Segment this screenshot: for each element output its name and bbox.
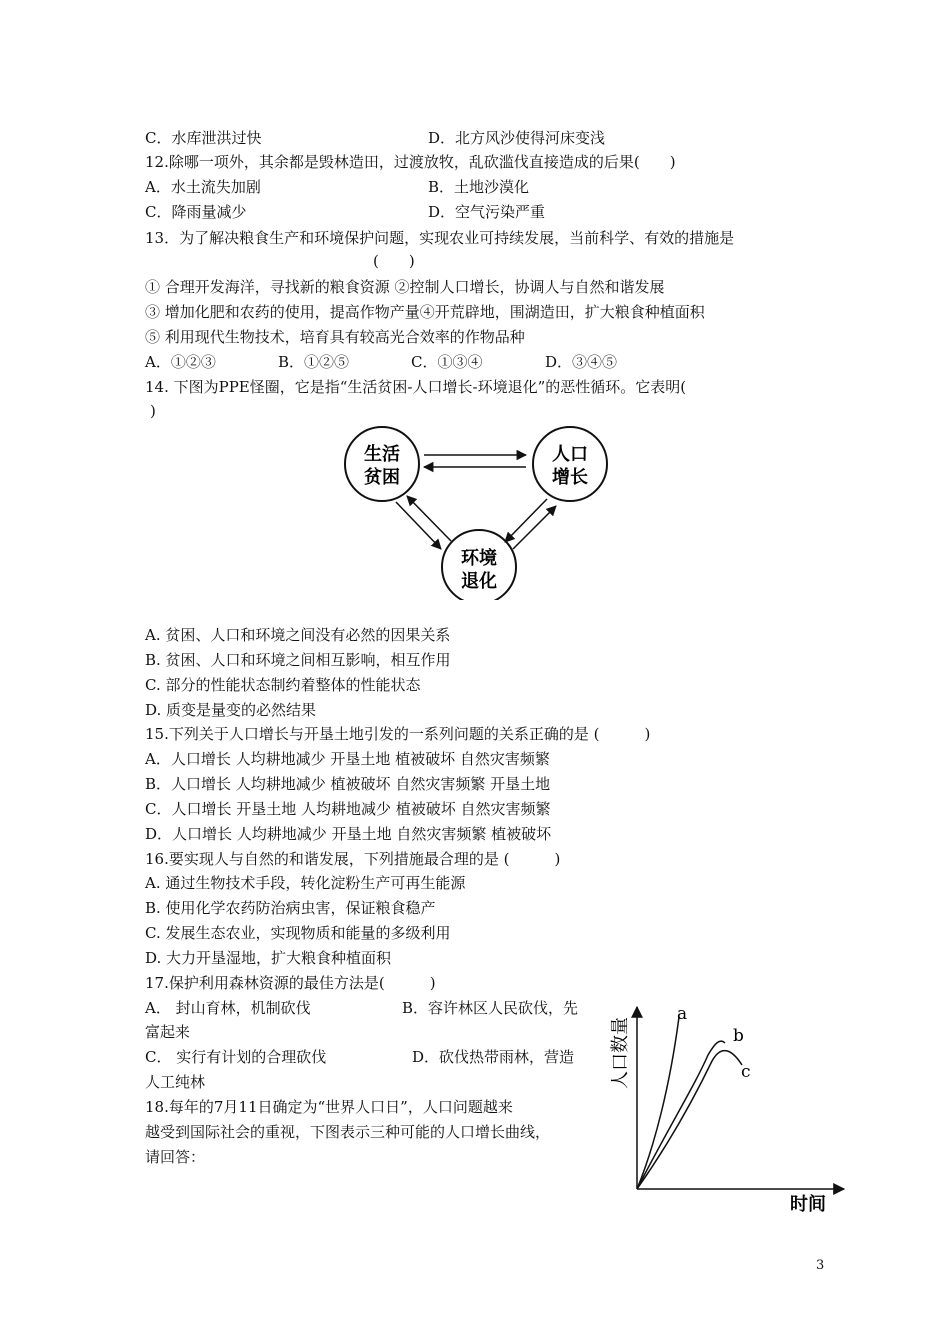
node-environment-line2: 退化 [461, 571, 497, 592]
q13-item-3-4: ③ 增加化肥和农药的使用，提高作物产量④开荒辟地，围湖造田，扩大粮食种植面积 [145, 303, 705, 321]
q16-option-a: A. 通过生物技术手段，转化淀粉生产可再生能源 [145, 874, 466, 892]
q17-option-d: D．砍伐热带雨林，营造 [412, 1048, 575, 1066]
x-axis-label: 时间 [790, 1194, 826, 1215]
q16-option-b: B. 使用化学农药防治病虫害，保证粮食稳产 [145, 899, 436, 917]
node-population-line2: 增长 [552, 467, 588, 488]
q11-option-d: D．北方风沙使得河床变浅 [428, 129, 606, 147]
q17-option-b-cont: 富起来 [145, 1023, 191, 1041]
q13-option-b: B．①②⑤ [278, 353, 350, 371]
q14-stem-end: ) [150, 402, 156, 420]
q18-line2: 越受到国际社会的重视，下图表示三种可能的人口增长曲线， [145, 1123, 551, 1141]
arrow-environment-to-poverty [407, 496, 451, 541]
curve-c-label: c [741, 1062, 751, 1082]
curve-a-label: a [677, 1004, 688, 1024]
curve-a [637, 1017, 679, 1189]
q13-option-a: A．①②③ [145, 353, 216, 371]
population-growth-graph [600, 995, 855, 1220]
q16-option-d: D. 大力开垦湿地，扩大粮食种植面积 [145, 949, 392, 967]
q17-option-a: A． 封山育林，机制砍伐 [145, 999, 311, 1017]
q12-option-d: D．空气污染严重 [428, 203, 546, 221]
q15-option-c: C．人口增长 开垦土地 人均耕地减少 植被破坏 自然灾害频繁 [145, 800, 551, 818]
q11-option-c: C．水库泄洪过快 [145, 129, 262, 147]
q17-option-d-cont: 人工纯林 [145, 1073, 206, 1091]
q18-line1: 18.每年的7月11日确定为“世界人口日”，人口问题越来 [145, 1098, 513, 1116]
q13-answer-paren: ( ) [373, 252, 415, 270]
q15-option-d: D．人口增长 人均耕地减少 开垦土地 自然灾害频繁 植被破坏 [145, 825, 552, 843]
q16-option-c: C. 发展生态农业，实现物质和能量的多级利用 [145, 924, 451, 942]
q13-item-5: ⑤ 利用现代生物技术，培育具有较高光合效率的作物品种 [145, 328, 525, 346]
ppe-cycle-diagram [330, 422, 620, 600]
q12-stem: 12.除哪一项外，其余都是毁林造田，过渡放牧，乱砍滥伐直接造成的后果( ) [145, 153, 676, 171]
q16-stem: 16.要实现人与自然的和谐发展，下列措施最合理的是 ( ) [145, 850, 561, 868]
arrow-poverty-to-environment [396, 502, 441, 549]
node-poverty-line2: 贫困 [364, 467, 400, 488]
q17-stem: 17.保护利用森林资源的最佳方法是( ) [145, 974, 436, 992]
q12-option-a: A．水土流失加剧 [145, 178, 261, 196]
q14-option-d: D. 质变是量变的必然结果 [145, 701, 317, 719]
q14-option-b: B. 贫困、人口和环境之间相互影响，相互作用 [145, 651, 451, 669]
page-number: 3 [816, 1258, 825, 1273]
q17-option-b: B．容许林区人民砍伐，先 [402, 999, 579, 1017]
node-environment-line1: 环境 [461, 548, 497, 569]
q15-option-a: A．人口增长 人均耕地减少 开垦土地 植被破坏 自然灾害频繁 [145, 750, 550, 768]
node-population-line1: 人口 [552, 444, 588, 465]
node-poverty-line1: 生活 [364, 444, 400, 465]
q17-option-c: C． 实行有计划的合理砍伐 [145, 1048, 327, 1066]
q15-stem: 15.下列关于人口增长与开垦土地引发的一系列问题的关系正确的是 ( ) [145, 725, 651, 743]
y-axis-label: 人口数量 [610, 1017, 631, 1089]
q13-option-d: D．③④⑤ [545, 353, 618, 371]
q13-item-1-2: ① 合理开发海洋，寻找新的粮食资源 ②控制人口增长，协调人与自然和谐发展 [145, 278, 665, 296]
q14-option-a: A. 贫困、人口和环境之间没有必然的因果关系 [145, 626, 451, 644]
curve-b [637, 1041, 725, 1189]
q15-option-b: B．人口增长 人均耕地减少 植被破坏 自然灾害频繁 开垦土地 [145, 775, 551, 793]
q14-stem: 14. 下图为PPE怪圈，它是指“生活贫困-人口增长-环境退化”的恶性循环。它表明( [145, 378, 687, 396]
q13-stem: 13．为了解决粮食生产和环境保护问题，实现农业可持续发展，当前科学、有效的措施是 [145, 229, 735, 247]
q13-option-c: C．①③④ [411, 353, 483, 371]
q18-line3: 请回答： [145, 1148, 206, 1166]
curve-b-label: b [733, 1026, 744, 1046]
q12-option-c: C．降雨量减少 [145, 203, 247, 221]
q12-option-b: B．土地沙漠化 [428, 178, 530, 196]
curve-c [637, 1051, 742, 1189]
q14-option-c: C. 部分的性能状态制约着整体的性能状态 [145, 676, 421, 694]
